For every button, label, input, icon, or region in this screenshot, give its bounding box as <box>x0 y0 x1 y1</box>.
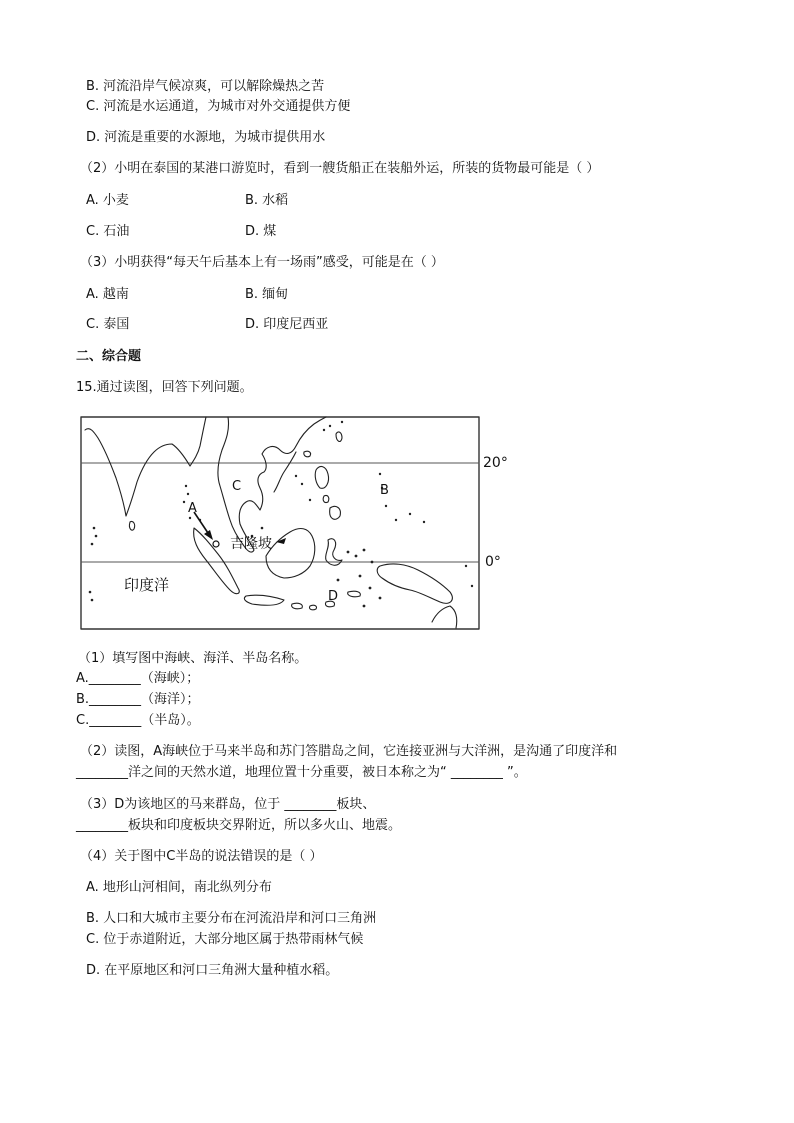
q14-sub2-option-c: C. 石油 <box>86 224 130 239</box>
timor <box>348 591 361 597</box>
philippines-mindanao <box>330 506 341 519</box>
map-label-c: C <box>232 479 242 494</box>
q15-sub4-option-c: C. 位于赤道附近，大部分地区属于热带雨林气候 <box>86 932 364 947</box>
map-label-d: D <box>328 589 339 604</box>
q15-sub2-line2: ________洋之间的天然水道，地理位置十分重要，被日本称之为“ ________ ”。 <box>76 765 527 780</box>
q14-sub2-option-a: A. 小麦 <box>86 193 129 208</box>
q15-sub1-line-b: B.________（海洋）； <box>76 692 200 707</box>
vietnam-coast <box>274 452 296 492</box>
hainan <box>304 451 311 457</box>
q14-sub3-option-a: A. 越南 <box>86 287 129 302</box>
latitude-20-label-text: 20° <box>483 455 508 471</box>
sulawesi <box>326 539 342 566</box>
map-city-kuala-lumpur: 吉隆坡 <box>230 536 272 552</box>
q15-sub3-line2: ________板块和印度板块交界附近，所以多火山、地震。 <box>76 818 402 833</box>
q14-sub2-option-b: B. 水稻 <box>245 193 289 208</box>
q15-sub4-question: （4）关于图中C半岛的说法错误的是（ ） <box>80 849 323 864</box>
q14-sub3-option-b: B. 缅甸 <box>245 287 289 302</box>
q15-sub4-option-a: A. 地形山河相间，南北纵列分布 <box>86 880 272 895</box>
latitude-0-label: 0° <box>485 554 501 570</box>
q14-sub2-question: （2）小明在泰国的某港口游览时，看到一艘货船正在装船外运，所装的货物最可能是（ ） <box>80 161 600 176</box>
australia-north <box>432 606 457 628</box>
java <box>244 595 284 605</box>
q15-sub4-option-d: D. 在平原地区和河口三角洲大量种植水稻。 <box>86 963 339 978</box>
new-guinea <box>377 564 452 603</box>
taiwan <box>336 432 342 442</box>
borneo <box>266 529 315 578</box>
map-label-a: A <box>188 501 197 516</box>
q15-sub1-question: （1）填写图中海峡、海洋、半岛名称。 <box>78 651 308 666</box>
q14-sub3-option-c: C. 泰国 <box>86 317 130 332</box>
q14-option-c: C. 河流是水运通道，为城市对外交通提供方便 <box>86 99 351 114</box>
section-title: 二、综合题 <box>76 349 142 364</box>
map-label-b: B <box>380 483 389 498</box>
q15-sub4-option-b: B. 人口和大城市主要分布在河流沿岸和河口三角洲 <box>86 911 377 926</box>
lesser-sunda <box>292 603 303 609</box>
q15-sub1-line-a: A.________（海峡）； <box>76 671 200 686</box>
sri-lanka <box>129 521 134 530</box>
q14-sub3-option-d: D. 印度尼西亚 <box>245 317 329 332</box>
q15-sub3-line1: （3）D为该地区的马来群岛，位于 ________板块、 <box>80 797 376 812</box>
q14-option-b: B. 河流沿岸气候凉爽，可以解除燥热之苦 <box>86 79 325 94</box>
philippines-luzon <box>315 467 328 489</box>
philippines-visayas <box>323 495 329 502</box>
map-frame <box>81 417 479 629</box>
q14-option-d: D. 河流是重要的水源地，为城市提供用水 <box>86 130 326 145</box>
kuala-lumpur-dot <box>213 541 219 547</box>
q15-sub1-line-c: C.________（半岛）。 <box>76 713 200 728</box>
q14-sub2-option-d: D. 煤 <box>245 224 277 239</box>
q15-stem: 15.通过读图，回答下列问题。 <box>76 380 253 395</box>
map-ocean-indian: 印度洋 <box>124 576 170 594</box>
q14-sub3-question: （3）小明获得“每天午后基本上有一场雨”感受，可能是在（ ） <box>80 255 444 270</box>
southeast-asia-map <box>80 416 481 630</box>
q15-sub2-line1: （2）读图，A海峡位于马来半岛和苏门答腊岛之间，它连接亚洲与大洋洲，是沟通了印度洋和 <box>80 744 618 759</box>
